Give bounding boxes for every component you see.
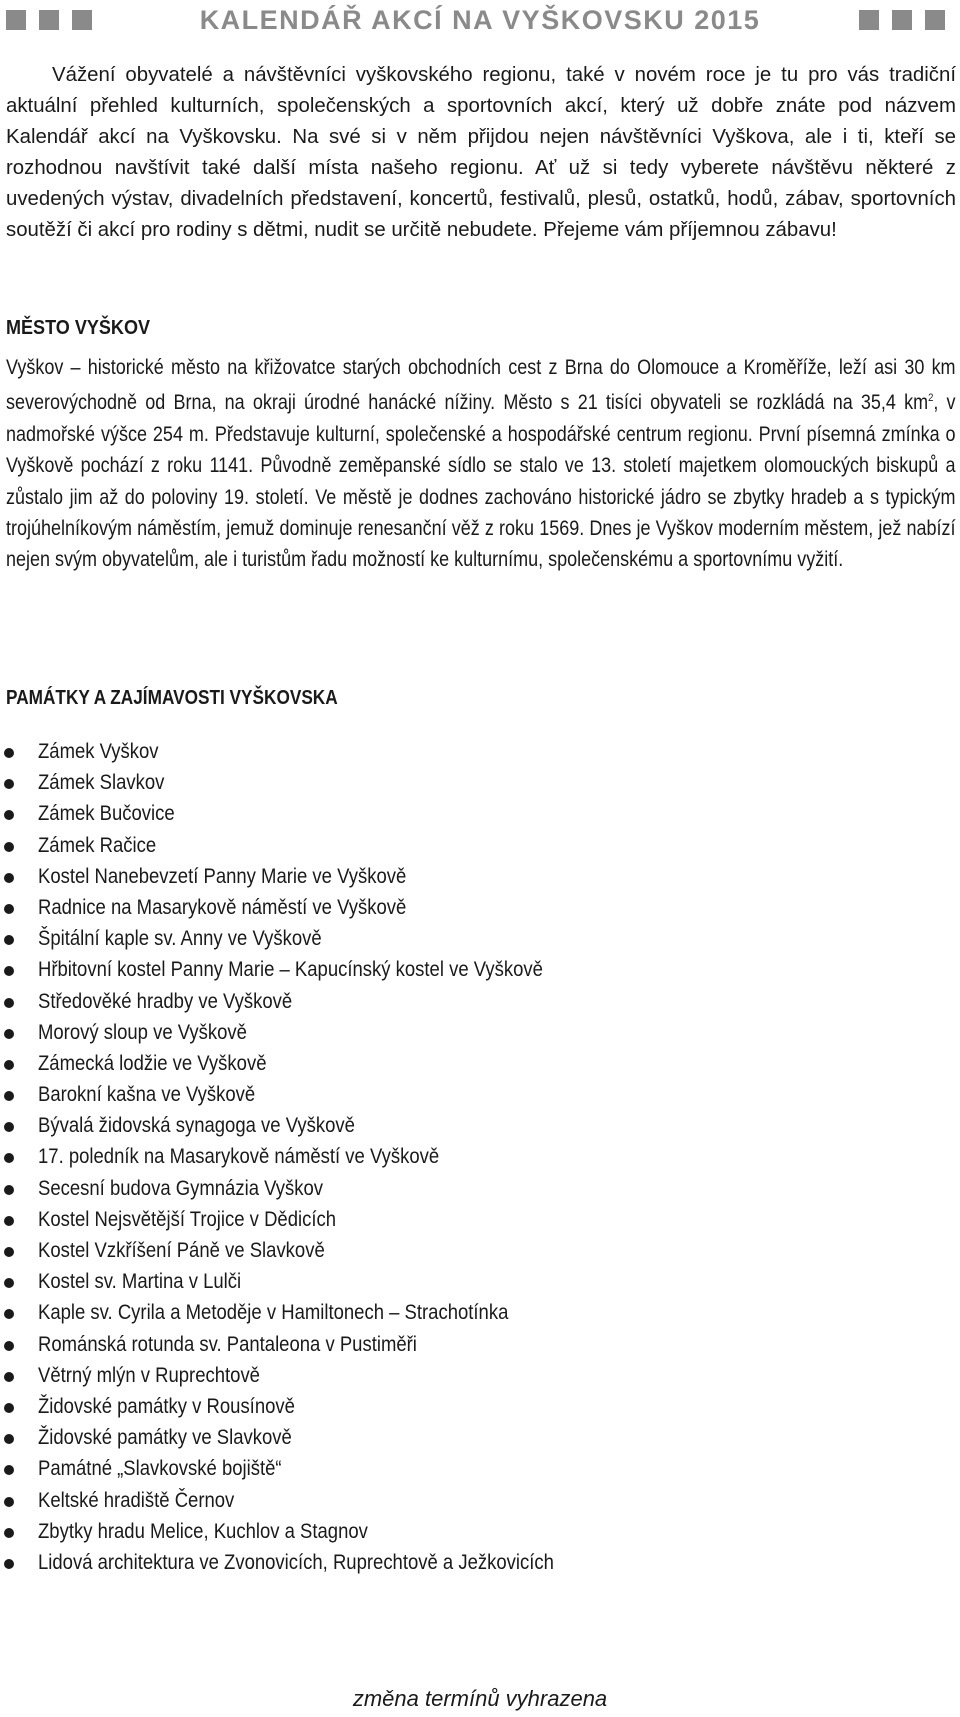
list-item-label: Židovské památky ve Slavkově: [38, 1425, 292, 1450]
list-item-label: Zámecká lodžie ve Vyškově: [38, 1050, 267, 1075]
decorative-square-icon: [925, 10, 945, 30]
list-item: [0, 861, 638, 892]
list-item: [0, 1204, 638, 1235]
list-item-label: Památné „Slavkovské bojiště“: [38, 1456, 282, 1481]
bullet-icon: [4, 1091, 14, 1101]
bullet-icon: [4, 1372, 14, 1382]
decorative-square-icon: [892, 10, 912, 30]
list-item: [0, 1048, 638, 1079]
list-item-label: Zbytky hradu Melice, Kuchlov a Stagnov: [38, 1518, 368, 1543]
list-item: [0, 798, 638, 829]
bullet-icon: [4, 1060, 14, 1070]
list-item-label: Špitální kaple sv. Anny ve Vyškově: [38, 926, 322, 951]
list-item: [0, 1453, 638, 1484]
bullet-icon: [4, 748, 14, 758]
list-item-label: Zámek Račice: [38, 832, 157, 857]
bullet-icon: [4, 1029, 14, 1039]
list-item-label: Secesní budova Gymnázia Vyškov: [38, 1175, 324, 1200]
list-item-label: Židovské památky v Rousínově: [38, 1393, 295, 1418]
list-item: [0, 954, 638, 985]
list-item: [0, 923, 638, 954]
intro-paragraph: [6, 60, 956, 246]
list-item-label: Zámek Vyškov: [38, 739, 159, 763]
list-item: [0, 736, 638, 767]
list-item: [0, 1485, 638, 1516]
bullet-icon: [4, 1528, 14, 1538]
list-item-label: Zámek Bučovice: [38, 801, 175, 826]
superscript: 2: [928, 392, 934, 405]
list-item: [0, 1360, 638, 1391]
bullet-icon: [4, 1247, 14, 1257]
mesto-text: Vyškov – historické město na křižovatce starých obchodních cest z Brna do Olomouce a Kroměříže, leží asi 30 km severovýchodně od Brna, na okraji úrodné hanácké nížiny. Město s 21 tisíci obyvateli se rozkládá na 35,4 km: [6, 356, 956, 415]
list-item-label: Kostel Nejsvětější Trojice v Dědicích: [38, 1206, 337, 1231]
list-item: [0, 1110, 638, 1141]
list-item: [0, 1266, 638, 1297]
bullet-icon: [4, 935, 14, 945]
list-item-label: Hřbitovní kostel Panny Marie – Kapucínský kostel ve Vyškově: [38, 957, 543, 982]
bullet-icon: [4, 998, 14, 1008]
decorative-square-icon: [6, 10, 26, 30]
bullet-icon: [4, 966, 14, 976]
list-item: [0, 1297, 638, 1328]
bullet-icon: [4, 779, 14, 789]
list-item-label: Barokní kašna ve Vyškově: [38, 1082, 256, 1107]
list-item: [0, 1235, 638, 1266]
list-item-label: Románská rotunda sv. Pantaleona v Pustiměři: [38, 1331, 417, 1356]
list-item: [0, 1516, 638, 1547]
bullet-icon: [4, 1309, 14, 1319]
page-title: KALENDÁŘ AKCÍ NA VYŠKOVSKU 2015: [199, 5, 761, 35]
bullet-icon: [4, 1122, 14, 1132]
list-item: [0, 892, 638, 923]
list-item-label: Kostel Vzkříšení Páně ve Slavkově: [38, 1238, 325, 1262]
bullet-icon: [4, 1497, 14, 1507]
list-item-label: Keltské hradiště Černov: [38, 1487, 235, 1512]
bullet-icon: [4, 1403, 14, 1413]
bullet-icon: [4, 1278, 14, 1288]
intro-text-part2: Ať už si tedy vyberete návštěvu některé z uvedených výstav, divadelních představení, koncertů, festivalů, plesů, ostatků, hodů, zábav, sportovních soutěží či akcí pro rodiny s dětmi, nudit se určitě nebudete. Přejeme vám příjemnou zábavu!: [6, 157, 957, 241]
bullet-icon: [4, 1153, 14, 1163]
bullet-icon: [4, 1465, 14, 1475]
list-item: [0, 1017, 638, 1048]
footer-note: změna termínů vyhrazena: [352, 1686, 608, 1711]
page-header: [0, 4, 960, 36]
landmarks-list: [0, 736, 638, 1578]
list-item-label: Kostel sv. Martina v Lulči: [38, 1269, 242, 1294]
list-item: [0, 1422, 638, 1453]
list-item: [0, 1079, 638, 1110]
mesto-paragraph: [6, 352, 956, 576]
list-item-label: Lidová architektura ve Zvonovicích, Ruprechtově a Ježkovicích: [38, 1549, 554, 1574]
list-item-label: Morový sloup ve Vyškově: [38, 1019, 247, 1044]
bullet-icon: [4, 842, 14, 852]
list-item-label: Větrný mlýn v Ruprechtově: [38, 1362, 260, 1387]
intro-text-part1: Vážení obyvatelé a návštěvníci vyškovského regionu, také v novém roce je tu pro vás tradiční aktuální přehled kulturních, společenských a sportovních akcí, který už dobře znáte pod názvem Kalendář akcí na Vyškovsku. Na své si v něm přijdou nejen návštěvníci Vyškova, ale i ti, kteří se rozhodnou navštívit také další místa našeho regionu.: [6, 64, 956, 179]
decorative-square-icon: [859, 10, 879, 30]
list-item: [0, 986, 638, 1017]
bullet-icon: [4, 1559, 14, 1569]
section-heading-pamatky: PAMÁTKY A ZAJÍMAVOSTI VYŠKOVSKA: [6, 686, 338, 709]
list-item: [0, 1547, 638, 1578]
bullet-icon: [4, 1341, 14, 1351]
list-item-label: Bývalá židovská synagoga ve Vyškově: [38, 1113, 355, 1138]
mesto-text-continued: , v nadmořské výšce 254 m. Představuje kulturní, společenské a hospodářské centrum regionu. První písemná zmínka o Vyškově pochází z roku 1141. Původně zeměpanské sídlo se stalo ve 13. století majetkem olomouckých biskupů a zůstalo jim až do poloviny 19. století. Ve městě je dodnes zachováno historické jádro se zbytky hradeb a s typickým trojúhelníkovým náměstím, jemuž dominuje renesanční věž z roku 1569. Dnes je Vyškov moderním městem, jež nabízí nejen svým obyvatelům, ale i turistům řadu možností ke kulturnímu, společenskému a sportovnímu vyžití.: [6, 391, 956, 572]
bullet-icon: [4, 810, 14, 820]
bullet-icon: [4, 1185, 14, 1195]
list-item-label: Radnice na Masarykově náměstí ve Vyškově: [38, 894, 407, 919]
list-item: [0, 767, 638, 798]
decorative-square-icon: [72, 10, 92, 30]
bullet-icon: [4, 904, 14, 914]
bullet-icon: [4, 873, 14, 883]
list-item-label: Středověké hradby ve Vyškově: [38, 988, 293, 1013]
list-item-label: Kaple sv. Cyrila a Metoděje v Hamiltonech – Strachotínka: [38, 1300, 509, 1325]
list-item: [0, 1329, 638, 1360]
list-item: [0, 830, 638, 861]
list-item-label: Zámek Slavkov: [38, 770, 165, 795]
list-item: [0, 1173, 638, 1204]
decorative-square-icon: [39, 10, 59, 30]
section-heading-mesto: MĚSTO VYŠKOV: [6, 316, 151, 339]
bullet-icon: [4, 1216, 14, 1226]
list-item: [0, 1391, 638, 1422]
list-item: [0, 1141, 638, 1172]
list-item-label: 17. poledník na Masarykově náměstí ve Vyškově: [38, 1144, 440, 1169]
bullet-icon: [4, 1434, 14, 1444]
list-item-label: Kostel Nanebevzetí Panny Marie ve Vyškově: [38, 863, 407, 888]
